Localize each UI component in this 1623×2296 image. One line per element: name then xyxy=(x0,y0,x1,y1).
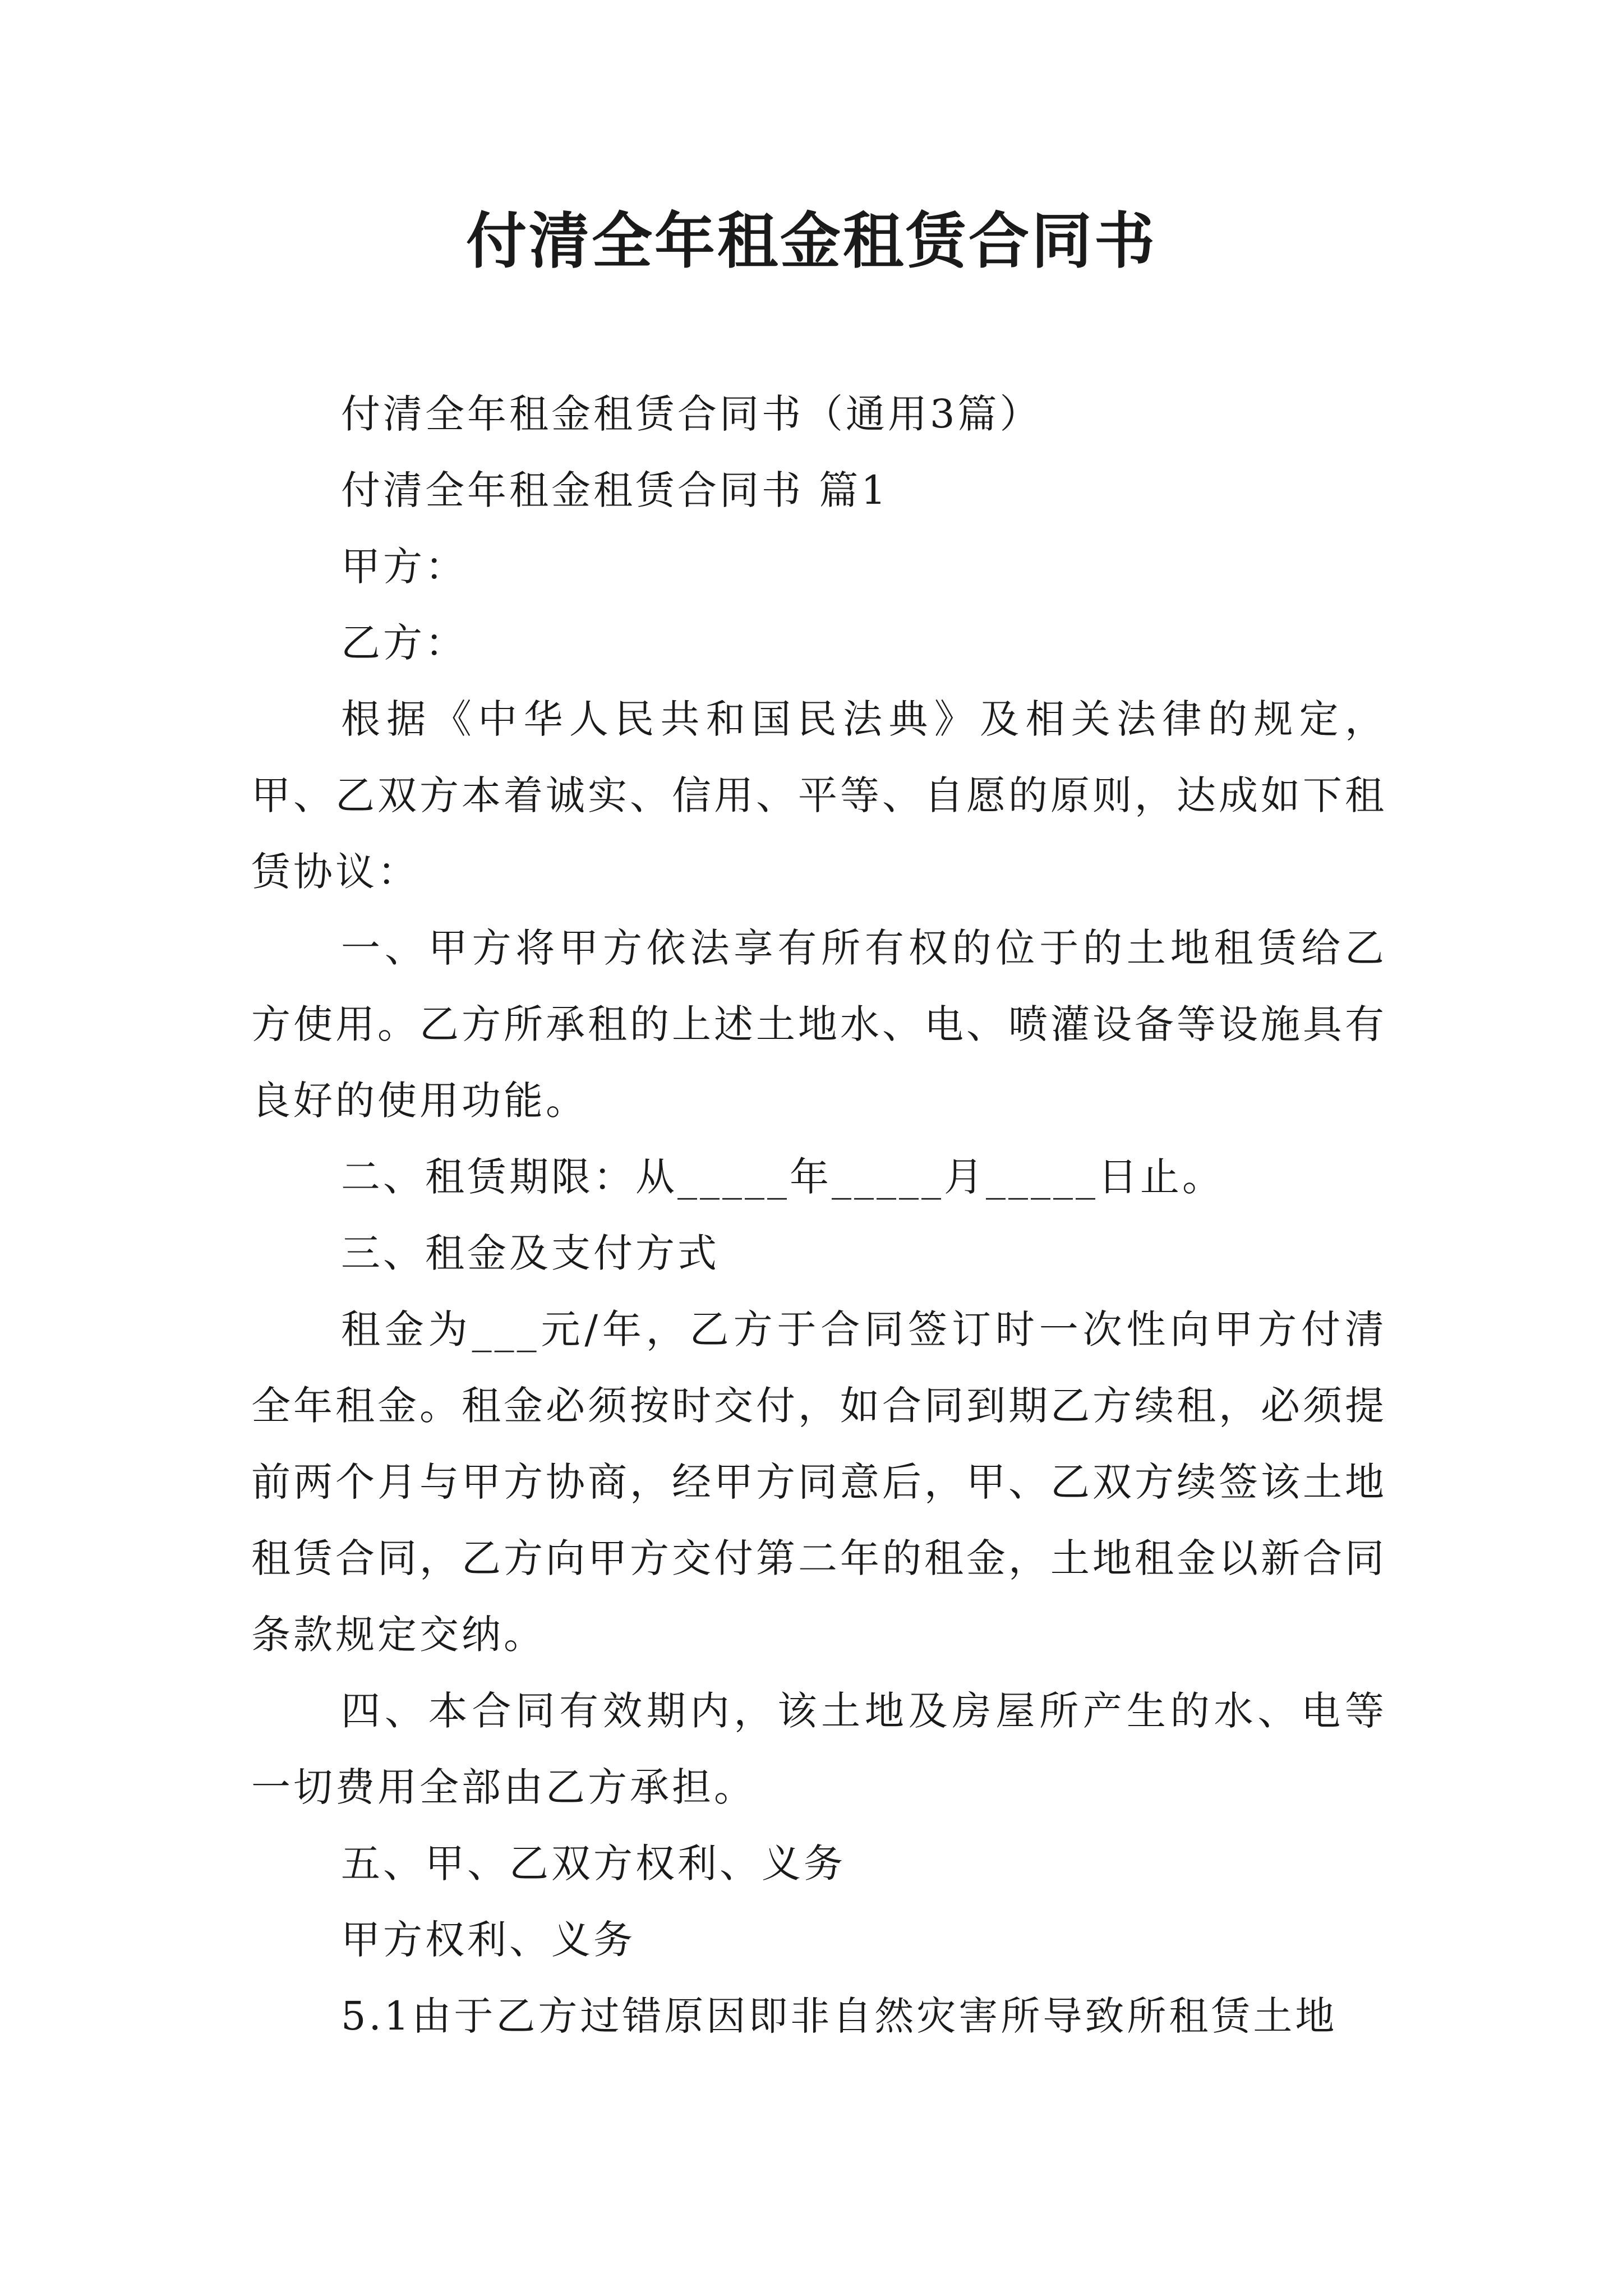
clause-5-heading: 五、甲、乙双方权利、义务 xyxy=(341,1841,846,1887)
party-b-line: 乙方： xyxy=(341,620,467,666)
subtitle-general: 付清全年租金租赁合同书（通用3篇） xyxy=(341,391,1042,437)
clause-1-paragraph: 一、甲方将甲方依法享有所有权的位于的土地租赁给乙方使用。乙方所承租的上述土地水、电、喷灌设备等设施具有良好的使用功能。 xyxy=(251,925,1387,1124)
clause-5-1-paragraph: 5.1由于乙方过错原因即非自然灾害所导致所租赁土地 xyxy=(341,1993,1338,2039)
preamble-paragraph: 根据《中华人民共和国民法典》及相关法律的规定，甲、乙双方本着诚实、信用、平等、自愿的原则，达成如下租赁协议： xyxy=(251,696,1387,895)
subtitle-part-1: 付清全年租金租赁合同书 篇1 xyxy=(341,467,889,513)
clause-3-rent-paragraph: 租金为___元/年，乙方于合同签订时一次性向甲方付清全年租金。租金必须按时交付，如合同到期乙方续租，必须提前两个月与甲方协商，经甲方同意后，甲、乙双方续签该土地租赁合同，乙方向甲方交付第二年的租金，土地租金以新合同条款规定交纳。 xyxy=(251,1306,1387,1658)
document-body xyxy=(251,376,1387,2054)
clause-4-paragraph: 四、本合同有效期内，该土地及房屋所产生的水、电等一切费用全部由乙方承担。 xyxy=(251,1688,1387,1810)
clause-3-heading: 三、租金及支付方式 xyxy=(341,1230,720,1276)
party-a-rights-heading: 甲方权利、义务 xyxy=(341,1917,635,1963)
document-title: 付清全年租金租赁合同书 xyxy=(465,206,1157,277)
clause-2-term: 二、租赁期限：从_____年_____月_____日止。 xyxy=(341,1154,1224,1200)
party-a-line: 甲方： xyxy=(341,544,467,590)
